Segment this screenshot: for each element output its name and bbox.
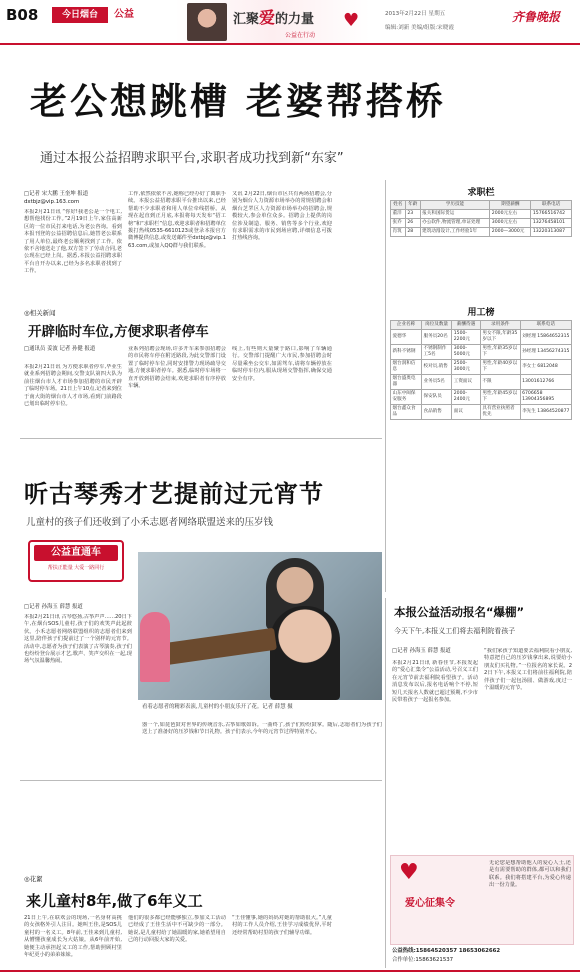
table-row (391, 330, 572, 345)
grow-col-3: “王佳懂事,她的妈妈对她的帮助很大。”儿童村的工作人员介绍,王佳学习成绩优异,平时还经常帮助村里的孩子们辅导功课。 (232, 915, 332, 936)
page-header (0, 0, 580, 44)
appeal-hotline: 公益热线:15864520357 18653062662 (392, 948, 501, 954)
guqin-subheadline: 儿童村的孩子们还收到了小禾志愿者网络联盟送来的压岁钱 (26, 517, 274, 528)
jobs-panel (390, 306, 572, 420)
grow-tag: ◎花絮 (24, 875, 43, 883)
recruit-cell: 26 (405, 219, 420, 228)
badge-title: 公益直通车 (34, 545, 118, 561)
jobs-cell: 6706658 13904356895 (520, 390, 571, 405)
lead-subheadline: 通过本报公益招聘求职平台,求职者成功找到新“东家” (40, 151, 344, 166)
table-row (391, 345, 572, 360)
parking-col-3: 线上,有些则大量聚于路口,影响了车辆通行。交警部门提醒广大市民,参加招聘会时尽量乘坐公交车,如需驾车,请将车辆停放在临时停车位内,服从现场交警指挥,确保交通安全有序。 (232, 346, 332, 382)
banner-title: 汇聚爱的力量 (233, 8, 315, 27)
recruit-cell: 董洋 (391, 210, 406, 219)
recruit-cell: 2000元左右 (490, 210, 531, 219)
jobs-cell: 食品销售 (421, 405, 451, 420)
table-row (391, 210, 572, 219)
jobs-header-cell: 岗位及数量 (421, 321, 451, 330)
recruit-cell: 3000元左右 (490, 219, 531, 228)
jobs-cell: 李先生 13864520877 (520, 405, 571, 420)
recruit-header-cell: 学历技能 (420, 201, 490, 210)
table-row (391, 375, 572, 390)
recruit-header-cell: 联系电话 (531, 201, 572, 210)
lead-col-3: 又讯 2月22日,烟台市区共有两场招聘会,分别为烟台人力资源市场举办的常规招聘会和烟台芝罘区人力资源市场举办的招聘会,规模较大,参会单位众多。招聘会上提供的岗位涉及制造、服务、销售等多个行业,欢迎有求职需求的市民到场应聘,详细信息可拨打热线咨询。 (232, 191, 332, 242)
bullet-icon: ◎ (24, 309, 30, 317)
sign-subheadline: 今天下午,本报义工们将去福利院看孩子 (394, 627, 516, 635)
recruit-cell: 13276458101 (531, 219, 572, 228)
section-rule (20, 438, 382, 439)
recruit-table (390, 200, 572, 237)
jobs-cell: 工资面议 (452, 375, 481, 390)
recruit-cell: 15766516742 (531, 210, 572, 219)
recruit-header-cell: 姓名 (391, 201, 406, 210)
recruit-cell: 13220313087 (531, 228, 572, 237)
jobs-cell: 校对员,销售 (421, 360, 451, 375)
jobs-cell: 不限 (480, 375, 520, 390)
jobs-cell: 面议 (452, 405, 481, 420)
appeal-heart-icon: ♥ (399, 860, 419, 885)
column-divider-2 (385, 598, 386, 968)
jobs-cell: 服务员20名 (421, 330, 451, 345)
parking-tag: ◎相关新闻 (24, 309, 56, 317)
jobs-cell: 不锈钢制作工5名 (421, 345, 451, 360)
lead-headline: 老公想跳槽 老婆帮搭桥 (30, 79, 446, 123)
jobs-title: 用工榜 (467, 308, 495, 318)
appeal-logo: 爱心征集令 (405, 898, 455, 909)
parking-col-1: 本报2月21日讯 为方便求职者停车,毕业生就业系列招聘会期间,交警支队第四大队为前往烟台市人才市场参加招聘的市民开辟了临时停车场。21日上午10点,记者来到位于南大街的烟台市人才市场,看到门前路段已划出临时停车位。 (24, 364, 122, 408)
jobs-table (390, 320, 572, 420)
jobs-cell: 业务员5名 (421, 375, 451, 390)
jobs-cell: 李女士 6812048 (520, 360, 571, 375)
bullet-icon: ◎ (24, 875, 30, 883)
table-row (391, 405, 572, 420)
guqin-col-1: 本报2月21日讯 古琴悠扬,古筝声声……20日下午,在烟台SOS儿童村,孩子们的欢笑声此起彼伏。小禾志愿者网络联盟组织的志愿者们来到这里,陪伴孩子们提前过了一个别样的元宵节。活动中,志愿者为孩子们表演了古琴演奏,孩子们也纷纷登台展示才艺,歌声、笑声交织在一起,现场气氛温馨热闹。 (24, 614, 132, 665)
section-tag: 今日烟台 (52, 7, 108, 23)
column-divider (385, 180, 386, 592)
recruit-cell: 肖筑 (391, 228, 406, 237)
recruit-cell: 2000—3000元 (490, 228, 531, 237)
parking-byline: □通讯员 姜波 记者 孙健 报道 (24, 346, 96, 352)
newspaper-logo: 齐鲁晚报 (512, 10, 561, 24)
lead-email: dxtbjz@vip.163.com (24, 199, 80, 205)
story-photo (138, 552, 382, 700)
sign-col-1: 本报2月21日讯 新春佳节,本报发起的“爱心汇集令”公益活动,号召义工们在元宵节前去福利院看望孩子。活动消息发布以后,报名电话响个不停,短短几天报名人数就已超过预期,不少市民带着孩子一起报名参加。 (392, 660, 478, 704)
jobs-cell: 烟台盛奥电器 (391, 375, 422, 390)
page-number: B08 (6, 6, 39, 24)
appeal-box (390, 855, 574, 945)
recruit-header-cell: 年龄 (405, 201, 420, 210)
jobs-cell: 1500-2200元 (452, 330, 481, 345)
banner-photo (187, 3, 227, 41)
jobs-cell: 2500-3000元 (452, 360, 481, 375)
jobs-cell: 孙经理 13456274315 (520, 345, 571, 360)
recruit-title: 求职栏 (467, 188, 495, 198)
jobs-header-cell: 联系电话 (520, 321, 571, 330)
table-row (391, 360, 572, 375)
jobs-header-cell: 企业名称 (391, 321, 422, 330)
jobs-cell: 13001612766 (520, 375, 571, 390)
editor-credits: 编辑:刘新 美编/组版:宋晓霞 (385, 25, 454, 31)
jobs-cell: 男性,年龄35岁以下 (480, 345, 520, 360)
badge-subtitle: 帮扶正能量 大爱一路同行 (47, 565, 105, 571)
jobs-cell: 男性,年龄40岁以下 (480, 360, 520, 375)
heart-icon: ♥ (343, 10, 360, 31)
parking-col-2: 业系列招聘会现场,许多开车来参加招聘会的市民将车停在附近路段,为此交警部门设置了临时停车位,同时安排警力现场疏导交通,方便求职者停车。据悉,临时停车场将一直开放到招聘会结束,欢迎求职者有序停放车辆。 (128, 346, 226, 390)
lead-byline: □记者 宋大鹏 王奎坤 报道 (24, 191, 89, 197)
grow-headline: 来儿童村8年,做了6年义工 (26, 892, 203, 910)
table-row (391, 219, 572, 228)
recruit-cell: 办公软件,物流管理,单证处理 (420, 219, 490, 228)
category-label: 公益 (114, 9, 134, 20)
jobs-cell: 山东中闽保安服务 (391, 390, 422, 405)
recruit-cell: 报关和国际货运 (420, 210, 490, 219)
lead-col-2: 工作,依然依依不舍,她称已经办好了离职手续。本报公益招聘求职平台推出以来,已经帮助不少求职者和用人单位牵线搭桥。从现在起直到正月底,本报将每天发布“招工榜”和“求职栏”信息,欢迎求职者和招聘单位拨打热线0535-6610123或登录本报官方微博提供信息,或发送邮件至dxtbjz@vip.163.com,或加入QQ群与我们联系。 (128, 191, 226, 249)
issue-date: 2013年2月22日 星期五 (385, 11, 446, 17)
recruit-header-cell: 期望薪酬 (490, 201, 531, 210)
jobs-cell: 爱德华 (391, 330, 422, 345)
header-banner (175, 0, 370, 44)
jobs-cell: 烟台润和信息 (391, 360, 422, 375)
recruit-cell: 建筑动漫设计,工作经验1年 (420, 228, 490, 237)
photo-caption: 看着志愿者的精彩表演,儿童村的小朋友乐开了花。记者 薛慧 摄 (142, 704, 293, 710)
recruit-cell: 28 (405, 228, 420, 237)
guqin-col-2: 器一个,如琵琶鼓对世界的传统音乐,古筝如歌如诉。一曲终了,孩子们纷纷鼓掌。随后,志愿者们为孩子们送上了准备好的压岁钱和节日礼物。孩子们表示,今年的元宵节过得特别开心。 (142, 722, 382, 736)
jobs-cell: 2000-2400元 (452, 390, 481, 405)
lead-col-1: 本报2月21日讯 “你好!我老公是一个电工,想帮他找份工作。”2月19日上午,家住高新区的一位市民打来电话,为老公咨询。看到本报刊登的公益招聘信息后,她替老公联系了用人单位,最终老公顺利找到了工作。依依不舍地送走了他,双方签下了劳动合同,老公现在已经上岗。据悉,本报公益招聘求职平台自开办以来,已经为多名求职者找到了工作。 (24, 209, 122, 275)
sign-headline: 本报公益活动报名“爆棚” (394, 605, 525, 619)
jobs-cell: 新科不锈钢 (391, 345, 422, 360)
jobs-cell: 3000-5000元 (452, 345, 481, 360)
footer-rule (0, 970, 580, 972)
photo-instrument (155, 628, 277, 666)
sign-byline: □记者 孙海玉 薛慧 报道 (392, 648, 451, 654)
banner-subtitle: 公益在行动 (285, 32, 316, 39)
recruit-cell: 张乔 (391, 219, 406, 228)
parking-headline: 开辟临时车位,方便求职者停车 (28, 324, 209, 340)
charity-badge (28, 540, 124, 582)
appeal-text: 无论您是想帮助他人的爱心人士,还是有需要帮助的群体,都可以和我们联系。我们将搭建平台,为爱心传递出一份力量。 (489, 860, 571, 889)
grow-col-2: 他们的很多都已经能够独立,参加义工活动已经成了王佳生活中不可缺少的一部分。她说,是儿童村给了她温暖的家,她希望用自己的行动回报大家的关爱。 (128, 915, 226, 944)
grow-col-1: 21日上午,在联欢会的现场,一名身材高挑的女孩格外引人注目。她叫王佳,是SOS儿童村的一名义工。8年前,王佳来到儿童村,从懵懂孩童成长为大姑娘。从6年前开始,她便主动承担起义工的工作,帮助照顾村里年纪更小的弟弟妹妹。 (24, 915, 122, 959)
guqin-byline: □记者 孙海玉 薛慧 报道 (24, 604, 83, 610)
jobs-cell: 烟台鑫众食品 (391, 405, 422, 420)
recruit-cell: 23 (405, 210, 420, 219)
table-row (391, 390, 572, 405)
recruit-panel (390, 186, 572, 237)
jobs-cell: 男性,年龄45岁以下 (480, 390, 520, 405)
table-row (391, 228, 572, 237)
jobs-cell: 男女不限,年龄35岁以下 (480, 330, 520, 345)
guqin-headline: 听古琴秀才艺提前过元宵节 (24, 480, 324, 508)
appeal-sponsor: 合作单位:15863621537 (392, 957, 454, 963)
jobs-header-cell: 薪酬待遇 (452, 321, 481, 330)
jobs-cell: 具有营业执照者优先 (480, 405, 520, 420)
section-rule-2 (20, 780, 382, 781)
header-rule (0, 43, 580, 45)
photo-figure-child (270, 606, 340, 700)
photo-girl (140, 612, 170, 682)
jobs-cell: 保安队员 (421, 390, 451, 405)
jobs-cell: 刘经理 15864652315 (520, 330, 571, 345)
sign-col-2: “我们家孩子知道要去福利院看小朋友,特意把自己的压岁钱拿出来,说要给小朋友们买礼物。”一位报名的家长说。22日下午,本报义工们将前往福利院,陪伴孩子们一起包汤圆、做游戏,度过一个温暖的元宵节。 (484, 648, 572, 692)
jobs-header-cell: 录用条件 (480, 321, 520, 330)
